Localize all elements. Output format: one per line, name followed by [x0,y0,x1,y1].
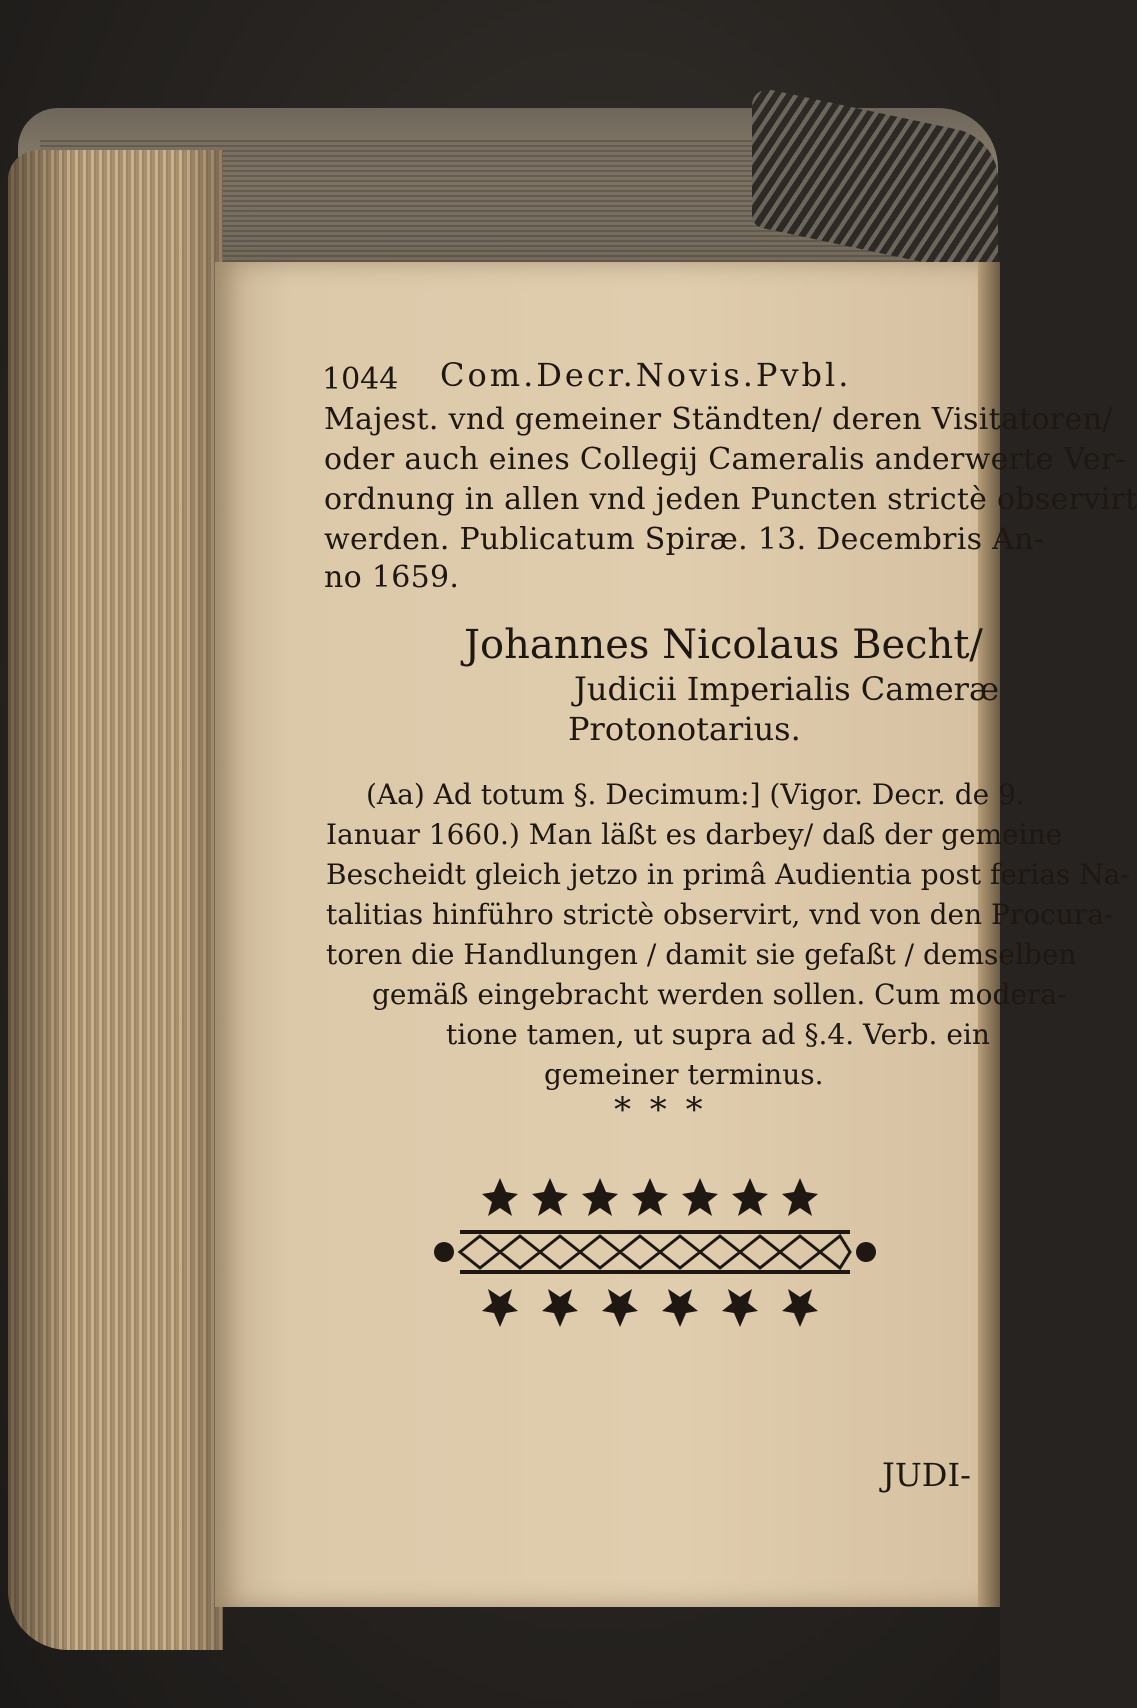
body-line: oder auch eines Collegij Cameralis anderwerte Ver- [324,442,1126,477]
fleuron-ornament-icon [430,1170,880,1340]
note-line: gemäß eingebracht werden sollen. Cum modera- [372,978,1067,1011]
note-line: gemeiner terminus. [544,1058,824,1091]
body-line: Majest. vnd gemeiner Ständten/ deren Visitatoren/ [324,402,1113,437]
body-line: ordnung in allen vnd jeden Puncten strictè observirt [324,482,1137,517]
note-line: (Aa) Ad totum §. Decimum:] (Vigor. Decr. de 9. [366,778,1025,811]
fleuron-bottom-row [482,1289,818,1327]
note-line: toren die Handlungen / damit sie gefaßt / demselben [326,938,1077,971]
body-line: no 1659. [324,560,460,595]
signatory-office: Protonotarius. [568,710,801,748]
body-line: werden. Publicatum Spiræ. 13. Decembris An- [324,522,1045,557]
fleuron-middle-band [434,1230,876,1274]
note-line: Bescheidt gleich jetzo in primâ Audientia post ferias Na- [326,858,1130,891]
asterism: * * * [614,1090,707,1130]
page-number: 1044 [322,362,399,397]
signatory-name: Johannes Nicolaus Becht/ [464,622,983,668]
signatory-title: Judicii Imperialis Cameræ [574,670,1000,708]
running-head: Com.Decr.Novis.Pvbl. [440,356,852,394]
note-line: tione tamen, ut supra ad §.4. Verb. ein [446,1018,990,1051]
note-line: talitias hinführo strictè observirt, vnd von den Procura- [326,898,1114,931]
catchword: JUDI- [882,1456,971,1494]
note-line: Ianuar 1660.) Man läßt es darbey/ daß der gemeine [326,818,1063,851]
book-fore-edge-shade [8,150,223,1650]
fleuron-top-row [482,1178,818,1216]
